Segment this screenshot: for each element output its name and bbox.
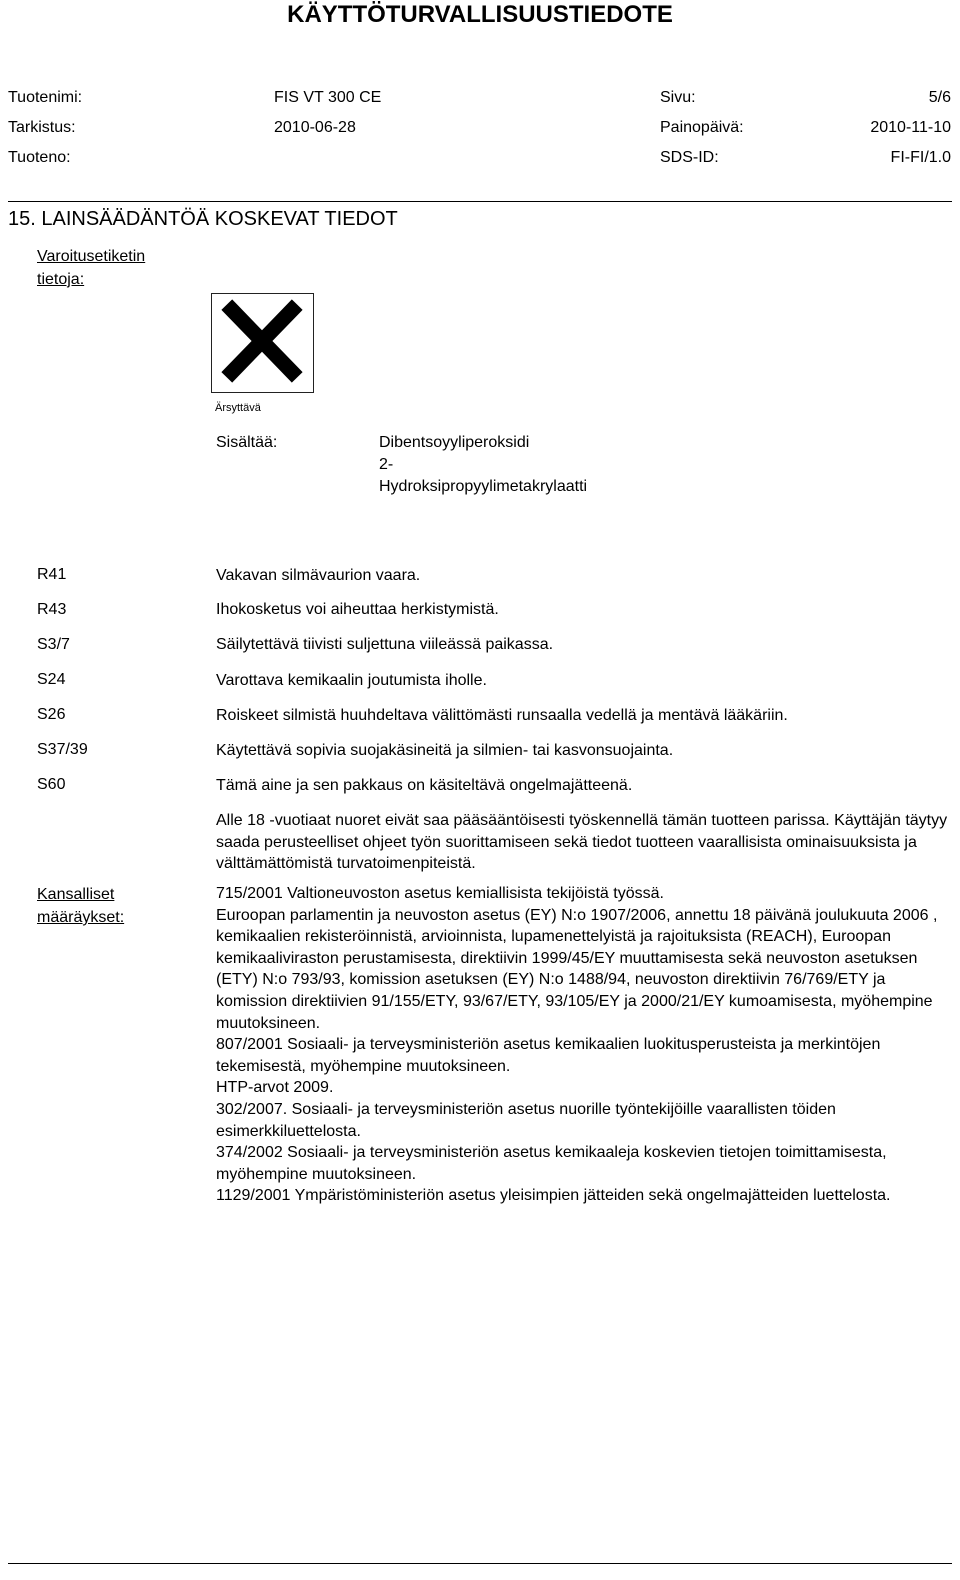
phrase-code: S24 (37, 671, 66, 688)
phrase-code: S26 (37, 706, 66, 723)
contains-item: 2- (379, 456, 394, 473)
header-divider (8, 201, 952, 202)
regulation-item: Euroopan parlamentin ja neuvoston asetus (EY) N:o 1907/2006, annettu 18 päivänä joulukuuta 2006 , kemikaalien rekisteröinnistä, arvioinnista, lupamenettelyistä ja rajoituksista (REACH), Euroopan kemikaaliviraston perustamisesta, direktiivin 1999/45/EY muuttamisesta sekä neuvoston asetuksen (ETY) N:o 793/93, komission asetuksen (EY) N:o 1488/94, neuvoston direktiivin 76/769/ETY ja komission direktiivien 91/155/ETY, 93/67/ETY, 93/105/EY ja 2000/21/EY kumoamisesta, myöhempine muutoksineen. (216, 906, 938, 1032)
section-title: 15. LAINSÄÄDÄNTÖÄ KOSKEVAT TIEDOT (8, 208, 398, 230)
product-no-label: Tuoteno: (8, 149, 71, 166)
phrase-text: Ihokosketus voi aiheuttaa herkistymistä. (216, 601, 499, 618)
product-name-value: FIS VT 300 CE (274, 89, 382, 106)
phrase-code: R43 (37, 601, 67, 618)
phrase-text: Vakavan silmävaurion vaara. (216, 567, 421, 584)
national-label-line2: määräykset: (37, 909, 125, 926)
phrase-text: Varottava kemikaalin joutumista iholle. (216, 672, 487, 689)
regulation-item: 807/2001 Sosiaali- ja terveysministeriön asetus kemikaalien luokitusperusteista ja merkintöjen tekemisestä, myöhempine muutoksineen. (216, 1036, 881, 1075)
hazard-pictogram (211, 293, 314, 393)
contains-item: Hydroksipropyylimetakrylaatti (379, 478, 588, 495)
revision-date: 2010-06-28 (274, 119, 356, 136)
phrase-code: S37/39 (37, 741, 88, 758)
national-label-line1: Kansalliset (37, 886, 115, 903)
phrase-text: Tämä aine ja sen pakkaus on käsiteltävä ongelmajätteenä. (216, 777, 633, 794)
phrase-text: Roiskeet silmistä huuhdeltava välittömästi runsaalla vedellä ja mentävä lääkäriin. (216, 707, 788, 724)
restriction-text: Alle 18 -vuotiaat nuoret eivät saa pääsääntöisesti työskennellä tämän tuotteen parissa. Käyttäjän täytyy saada perusteelliset ohjeet työn suorittamiseen sekä tiedot tuotteen vaarallisista ominaisuuksista ja välttämättömistä turvatoimenpiteistä. (216, 812, 948, 873)
harmful-x-icon (212, 294, 312, 391)
national-regulations-heading (37, 883, 124, 929)
print-date: 2010-11-10 (870, 119, 951, 136)
footer-divider (8, 1563, 952, 1564)
label-info-line2: tietoja: (37, 271, 85, 288)
label-info-line1: Varoitusetiketin (37, 248, 146, 265)
page-value: 5/6 (928, 89, 951, 106)
sds-id-value: FI-FI/1.0 (890, 149, 951, 166)
page-label: Sivu: (660, 89, 696, 106)
revision-label: Tarkistus: (8, 119, 76, 136)
product-name-label: Tuotenimi: (8, 89, 83, 106)
label-info-heading (37, 245, 145, 291)
pictogram-caption: Ärsyttävä (215, 402, 261, 414)
phrase-text: Käytettävä sopivia suojakäsineitä ja silmien- tai kasvonsuojainta. (216, 742, 674, 759)
contains-label: Sisältää: (216, 434, 278, 451)
contains-item: Dibentsoyyliperoksidi (379, 434, 530, 451)
sds-id-label: SDS-ID: (660, 149, 719, 166)
phrase-code: R41 (37, 566, 67, 583)
document-title: KÄYTTÖTURVALLISUUSTIEDOTE (287, 1, 673, 28)
regulation-item: 1129/2001 Ympäristöministeriön asetus yleisimpien jätteiden sekä ongelmajätteiden luettelosta. (216, 1187, 891, 1205)
phrase-code: S3/7 (37, 636, 70, 653)
regulation-item: 715/2001 Valtioneuvoston asetus kemiallisista tekijöistä työssä. (216, 885, 664, 902)
regulation-item: 302/2007. Sosiaali- ja terveysministeriön asetus nuorille työntekijöille vaarallisten töiden esimerkkiluettelosta. (216, 1100, 836, 1140)
phrase-text: Säilytettävä tiivisti suljettuna viileässä paikassa. (216, 636, 554, 653)
regulation-item: HTP-arvot 2009. (216, 1079, 334, 1097)
phrase-code: S60 (37, 776, 66, 793)
national-regulations-list (216, 883, 956, 1207)
regulation-item: 374/2002 Sosiaali- ja terveysministeriön asetus kemikaaleja koskevien tietojen toimittamisesta, myöhempine muutoksineen. (216, 1144, 887, 1183)
print-date-label: Painopäivä: (660, 119, 744, 136)
